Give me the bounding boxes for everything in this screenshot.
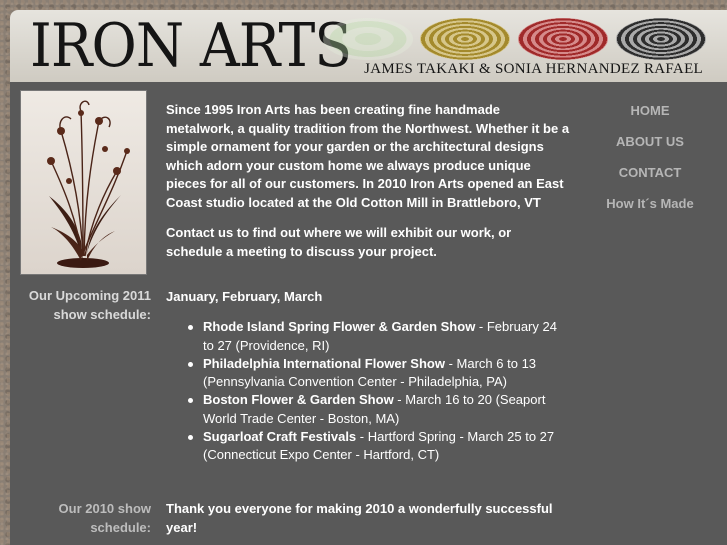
event-name: Boston Flower & Garden Show	[203, 392, 394, 408]
nav-contact[interactable]: CONTACT	[618, 165, 682, 180]
schedule-2011-label: Our Upcoming 2011 show schedule:	[28, 288, 151, 322]
event-item	[166, 428, 571, 465]
event-item	[166, 355, 571, 392]
event-name: Philadelphia International Flower Show	[203, 355, 445, 371]
event-list	[166, 318, 571, 464]
intro-text	[166, 101, 571, 273]
event-details: - February 24 to 27 (Providence, RI)	[203, 319, 557, 353]
schedule-2010-text: Thank you everyone for making 2010 a wonderfully successful year!	[166, 501, 553, 535]
decorative-disc-red	[518, 18, 608, 60]
event-details: - March 16 to 20 (Seaport World Trade Center - Boston, MA)	[203, 392, 546, 426]
main-nav	[585, 102, 715, 226]
artist-byline: JAMES TAKAKI & SONIA HERNANDEZ RAFAEL	[364, 61, 703, 77]
schedule-months: January, February, March	[166, 289, 323, 304]
schedule-2011	[166, 288, 571, 465]
page-frame	[10, 10, 727, 545]
intro-paragraph: Since 1995 Iron Arts has been creating fine handmade metalwork, a quality tradition from the Northwest. Whether it be a simple ornament for your garden or the architectural designs which adorn your custom home we always produce unique pieces for all of our customers. In 2010 Iron Arts opened an East Coast studio located at the Old Cotton Mill in Brattleboro, VT	[166, 102, 570, 210]
event-item	[166, 391, 571, 428]
decorative-disc-faded	[323, 18, 413, 60]
event-name: Rhode Island Spring Flower & Garden Show	[203, 319, 476, 335]
event-item	[166, 318, 571, 355]
decorative-disc-gray	[616, 18, 706, 60]
nav-about-us[interactable]: ABOUT US	[616, 134, 684, 149]
header-banner	[10, 10, 727, 82]
flower-sculpture-image	[20, 90, 147, 275]
event-details: - March 6 to 13 (Pennsylvania Convention Center - Philadelphia, PA)	[203, 355, 537, 390]
schedule-2010-label: Our 2010 show schedule:	[58, 501, 151, 535]
site-logo[interactable]: IRON ARTS	[30, 11, 352, 81]
decorative-disc-gold	[420, 18, 510, 60]
event-details: - Hartford Spring - March 25 to 27 (Connecticut Expo Center - Hartford, CT)	[203, 429, 555, 463]
nav-how-its-made[interactable]: How It´s Made	[606, 196, 694, 211]
event-name: Sugarloaf Craft Festivals	[203, 429, 357, 445]
contact-paragraph: Contact us to find out where we will exhibit our work, or schedule a meeting to discuss your project.	[166, 225, 512, 259]
nav-home[interactable]: HOME	[630, 103, 670, 118]
